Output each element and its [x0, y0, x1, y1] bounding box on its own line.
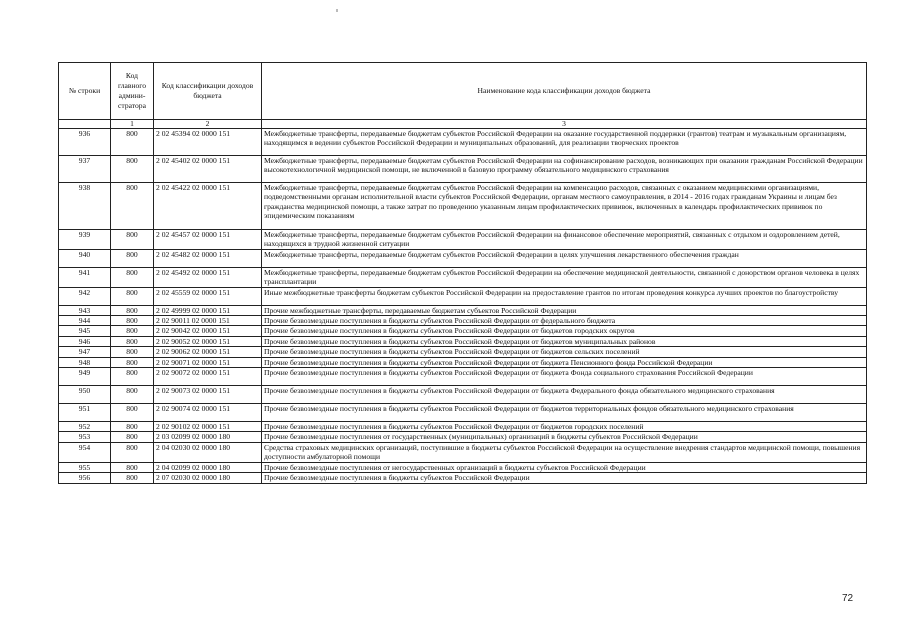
column-number: 1 — [111, 120, 154, 129]
code-name-cell: Прочие безвозмездные поступления в бюджеты субъектов Российской Федерации — [262, 473, 867, 483]
table-row — [59, 230, 867, 250]
code-name-cell: Межбюджетные трансферты, передаваемые бюджетам субъектов Российской Федерации на компенсацию расходов, связанных с оказанием медицинскими организациями, подведомственными органам исполнительной власти субъектов Российской Федерации, органам местного самоуправления, в 2014 - 2016 годах гражданам Украины и лицам без гражданства медицинской помощи, а также затрат по проведению указанным лицам профилактических прививок, включенных в календарь профилактических прививок по эпидемическим показаниям — [262, 183, 867, 230]
admin-code-cell: 800 — [111, 386, 154, 404]
header-code-name: Наименование кода классификации доходов бюджета — [262, 63, 867, 120]
code-name-cell: Средства страховых медицинских организаций, поступившие в бюджеты субъектов Российской Федерации на осуществление внедрения стандартов медицинской помощи, повышения доступности амбулаторной помощи — [262, 442, 867, 462]
classification-code-cell: 2 04 02099 02 0000 180 — [154, 462, 262, 472]
code-name-cell: Прочие безвозмездные поступления в бюджеты субъектов Российской Федерации от федерального бюджета — [262, 316, 867, 326]
admin-code-cell: 800 — [111, 156, 154, 183]
classification-code-cell: 2 02 90042 02 0000 151 — [154, 326, 262, 336]
classification-code-cell: 2 02 45422 02 0000 151 — [154, 183, 262, 230]
row-number-cell: 951 — [59, 404, 111, 422]
classification-code-cell: 2 02 45492 02 0000 151 — [154, 267, 262, 287]
admin-code-cell: 800 — [111, 347, 154, 357]
code-name-cell: Прочие безвозмездные поступления в бюджеты субъектов Российской Федерации от бюджетов муниципальных районов — [262, 336, 867, 346]
code-name-cell: Межбюджетные трансферты, передаваемые бюджетам субъектов Российской Федерации на оказание государственной поддержки (грантов) театрам и музыкальным организациям, находящимся в ведении субъектов Российской Федерации и муниципальных образований, для реализации творческих проектов — [262, 129, 867, 156]
admin-code-cell: 800 — [111, 404, 154, 422]
admin-code-cell: 800 — [111, 462, 154, 472]
row-number-cell: 956 — [59, 473, 111, 483]
row-number-cell: 945 — [59, 326, 111, 336]
table-row — [59, 156, 867, 183]
row-number-cell: 948 — [59, 357, 111, 367]
classification-code-cell: 2 02 90071 02 0000 151 — [154, 357, 262, 367]
code-name-cell: Прочие межбюджетные трансферты, передаваемые бюджетам субъектов Российской Федерации — [262, 305, 867, 315]
admin-code-cell: 800 — [111, 287, 154, 305]
code-name-cell: Прочие безвозмездные поступления от негосударственных организаций в бюджеты субъектов Российской Федерации — [262, 462, 867, 472]
row-number-cell: 950 — [59, 386, 111, 404]
admin-code-cell: 800 — [111, 129, 154, 156]
admin-code-cell: 800 — [111, 357, 154, 367]
row-number-cell: 936 — [59, 129, 111, 156]
classification-code-cell: 2 02 90072 02 0000 151 — [154, 368, 262, 386]
code-name-cell: Межбюджетные трансферты, передаваемые бюджетам субъектов Российской Федерации на обеспечение медицинской деятельности, связанной с донорством органов человека в целях трансплантации — [262, 267, 867, 287]
scan-artifact — [336, 9, 338, 12]
table-row — [59, 357, 867, 367]
admin-code-cell: 800 — [111, 267, 154, 287]
classification-code-cell: 2 02 90073 02 0000 151 — [154, 386, 262, 404]
row-number-cell: 939 — [59, 230, 111, 250]
table-row — [59, 462, 867, 472]
admin-code-cell: 800 — [111, 183, 154, 230]
row-number-cell: 942 — [59, 287, 111, 305]
classification-code-cell: 2 02 45482 02 0000 151 — [154, 249, 262, 267]
table-row — [59, 432, 867, 442]
code-name-cell: Прочие безвозмездные поступления в бюджеты субъектов Российской Федерации от бюджетов территориальных фондов обязательного медицинского страхования — [262, 404, 867, 422]
classification-code-cell: 2 02 45394 02 0000 151 — [154, 129, 262, 156]
classification-code-cell: 2 03 02099 02 0000 180 — [154, 432, 262, 442]
classification-code-cell: 2 02 49999 02 0000 151 — [154, 305, 262, 315]
table-body — [59, 129, 867, 484]
code-name-cell: Иные межбюджетные трансферты бюджетам субъектов Российской Федерации на предоставление грантов по итогам проведения конкурса лучших проектов по благоустройству — [262, 287, 867, 305]
admin-code-cell: 800 — [111, 473, 154, 483]
admin-code-cell: 800 — [111, 442, 154, 462]
table-row — [59, 368, 867, 386]
table-row — [59, 422, 867, 432]
admin-code-cell: 800 — [111, 230, 154, 250]
row-number-cell: 955 — [59, 462, 111, 472]
code-name-cell: Межбюджетные трансферты, передаваемые бюджетам субъектов Российской Федерации в целях улучшения лекарственного обеспечения граждан — [262, 249, 867, 267]
classification-code-cell: 2 07 02030 02 0000 180 — [154, 473, 262, 483]
table-row — [59, 129, 867, 156]
row-number-cell: 946 — [59, 336, 111, 346]
table-row — [59, 287, 867, 305]
table-row — [59, 473, 867, 483]
table-row — [59, 305, 867, 315]
table-row — [59, 442, 867, 462]
code-name-cell: Прочие безвозмездные поступления от государственных (муниципальных) организаций в бюджеты субъектов Российской Федерации — [262, 432, 867, 442]
admin-code-cell: 800 — [111, 432, 154, 442]
classification-code-cell: 2 04 02030 02 0000 180 — [154, 442, 262, 462]
classification-code-cell: 2 02 90052 02 0000 151 — [154, 336, 262, 346]
row-number-cell: 940 — [59, 249, 111, 267]
classification-code-cell: 2 02 90062 02 0000 151 — [154, 347, 262, 357]
code-name-cell: Межбюджетные трансферты, передаваемые бюджетам субъектов Российской Федерации на софинансирование расходов, возникающих при оказании гражданам Российской Федерации высокотехнологичной медицинской помощи, не включенной в базовую программу обязательного медицинского страхования — [262, 156, 867, 183]
header-classification-code: Код классификации доходов бюджета — [154, 63, 262, 120]
classification-code-cell: 2 02 45402 02 0000 151 — [154, 156, 262, 183]
column-number-row — [59, 120, 867, 129]
classification-code-cell: 2 02 90102 02 0000 151 — [154, 422, 262, 432]
revenue-classification-table — [58, 62, 867, 484]
code-name-cell: Прочие безвозмездные поступления в бюджеты субъектов Российской Федерации от бюджетов городских поселений — [262, 422, 867, 432]
table-row — [59, 249, 867, 267]
column-number: 2 — [154, 120, 262, 129]
table-row — [59, 316, 867, 326]
admin-code-cell: 800 — [111, 422, 154, 432]
column-number — [59, 120, 111, 129]
table-row — [59, 386, 867, 404]
row-number-cell: 953 — [59, 432, 111, 442]
admin-code-cell: 800 — [111, 316, 154, 326]
admin-code-cell: 800 — [111, 368, 154, 386]
classification-code-cell: 2 02 45457 02 0000 151 — [154, 230, 262, 250]
admin-code-cell: 800 — [111, 336, 154, 346]
row-number-cell: 952 — [59, 422, 111, 432]
table-row — [59, 347, 867, 357]
code-name-cell: Прочие безвозмездные поступления в бюджеты субъектов Российской Федерации от бюджета Федерального фонда обязательного медицинского страхования — [262, 386, 867, 404]
table-row — [59, 336, 867, 346]
row-number-cell: 944 — [59, 316, 111, 326]
table-row — [59, 326, 867, 336]
row-number-cell: 941 — [59, 267, 111, 287]
admin-code-cell: 800 — [111, 249, 154, 267]
column-number: 3 — [262, 120, 867, 129]
row-number-cell: 954 — [59, 442, 111, 462]
header-row-number: № строки — [59, 63, 111, 120]
row-number-cell: 943 — [59, 305, 111, 315]
header-admin-code: Код главного админи-стратора — [111, 63, 154, 120]
table-header-row — [59, 63, 867, 120]
row-number-cell: 947 — [59, 347, 111, 357]
classification-code-cell: 2 02 90074 02 0000 151 — [154, 404, 262, 422]
code-name-cell: Прочие безвозмездные поступления в бюджеты субъектов Российской Федерации от бюджетов городских округов — [262, 326, 867, 336]
table-row — [59, 267, 867, 287]
row-number-cell: 949 — [59, 368, 111, 386]
admin-code-cell: 800 — [111, 305, 154, 315]
classification-code-cell: 2 02 90011 02 0000 151 — [154, 316, 262, 326]
code-name-cell: Прочие безвозмездные поступления в бюджеты субъектов Российской Федерации от бюджета Фонда социального страхования Российской Федерации — [262, 368, 867, 386]
code-name-cell: Межбюджетные трансферты, передаваемые бюджетам субъектов Российской Федерации на финансовое обеспечение мероприятий, связанных с отдыхом и оздоровлением детей, находящихся в трудной жизненной ситуации — [262, 230, 867, 250]
row-number-cell: 937 — [59, 156, 111, 183]
table-row — [59, 404, 867, 422]
row-number-cell: 938 — [59, 183, 111, 230]
admin-code-cell: 800 — [111, 326, 154, 336]
page-number: 72 — [842, 593, 854, 604]
table-row — [59, 183, 867, 230]
code-name-cell: Прочие безвозмездные поступления в бюджеты субъектов Российской Федерации от бюджета Пенсионного фонда Российской Федерации — [262, 357, 867, 367]
classification-code-cell: 2 02 45559 02 0000 151 — [154, 287, 262, 305]
code-name-cell: Прочие безвозмездные поступления в бюджеты субъектов Российской Федерации от бюджетов сельских поселений — [262, 347, 867, 357]
